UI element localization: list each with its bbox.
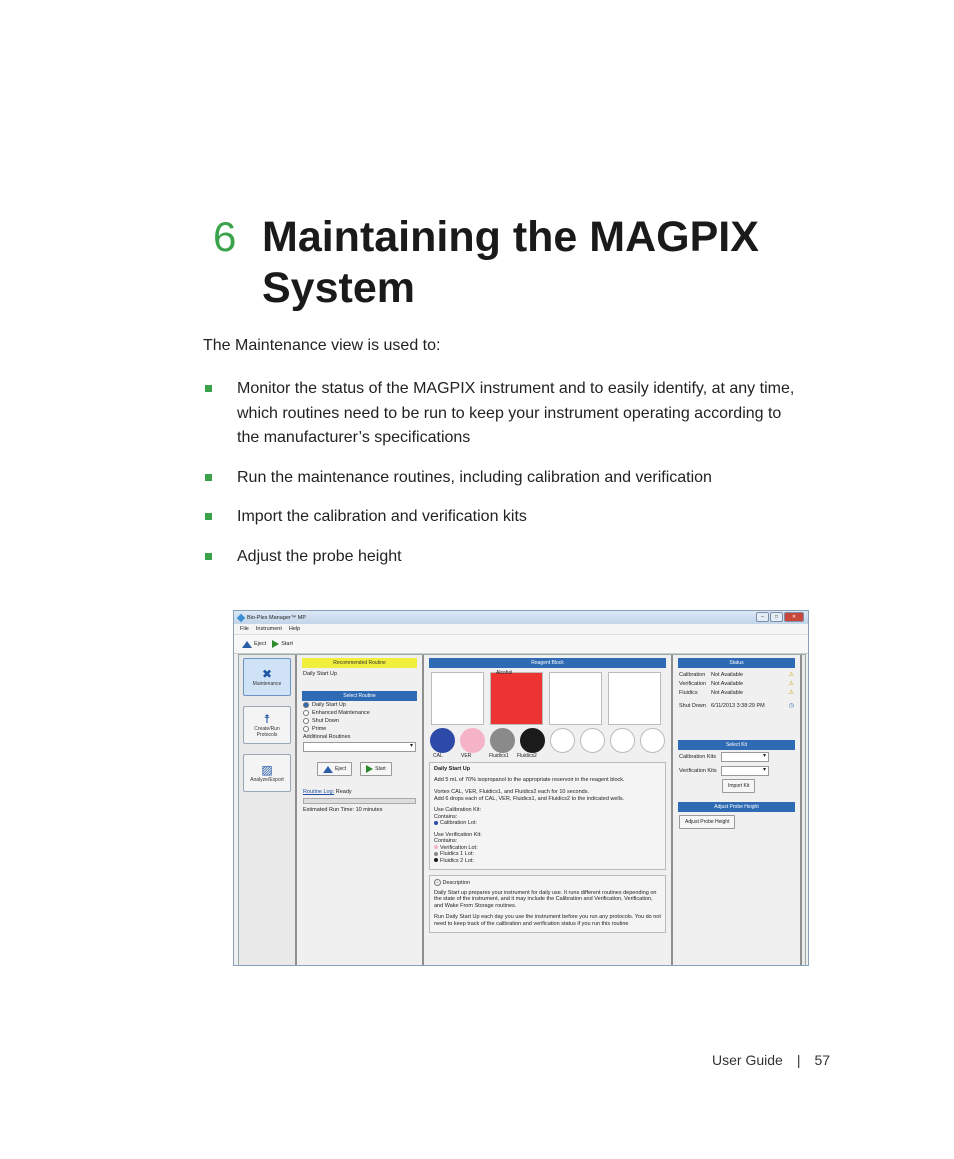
empty-well bbox=[610, 728, 635, 753]
toolbar bbox=[234, 635, 808, 654]
page-number: 57 bbox=[814, 1052, 831, 1068]
chapter-title: Maintaining the MAGPIX System bbox=[262, 213, 759, 312]
additional-routines-label: Additional Routines bbox=[303, 734, 351, 740]
runner-icon: ☨ bbox=[263, 712, 271, 726]
empty-well bbox=[550, 728, 575, 753]
recommended-header: Recommended Routine bbox=[302, 658, 417, 668]
menu-instrument[interactable]: Instrument bbox=[255, 626, 282, 632]
status-calibration: Calibration Not Available ⚠ bbox=[679, 672, 794, 678]
instructions-box: Daily Start Up Add 5 mL of 70% isopropanol to the appropriate reservoir in the reagent block. Vortex CAL, VER, Fluidics1, and Fluidics2 each for 10 seconds. Add 6 drops each of CAL, VER, Fluidics1, and Fluidics2 to the indicated wells. Use Calibration Kit: Contains: Calibration Lot: Use Verification Kit: Contains: Verification Lot: Fluidics 1 Lot: Fluidics 2 Lot: bbox=[429, 762, 666, 870]
calibration-kit-row: Calibration Kits ▾ bbox=[673, 750, 800, 764]
status-fluidics: Fluidics Not Available ⚠ bbox=[679, 690, 794, 696]
est-run-time-value: 10 minutes bbox=[355, 807, 383, 813]
alcohol-reservoir bbox=[490, 672, 543, 725]
status-panel bbox=[671, 655, 802, 966]
page-footer bbox=[712, 1052, 830, 1068]
info-clock-icon: ◷ bbox=[788, 703, 794, 709]
fluidics1-dot-icon bbox=[434, 852, 438, 856]
bullet-square-icon bbox=[205, 385, 212, 392]
wrench-icon: ✖ bbox=[261, 667, 273, 681]
additional-routines-select[interactable] bbox=[303, 742, 416, 752]
play-icon bbox=[272, 640, 279, 648]
reservoir-well bbox=[431, 672, 484, 725]
bullet-item: Import the calibration and verification kits bbox=[203, 505, 803, 530]
bullet-square-icon bbox=[205, 513, 212, 520]
reservoir-row bbox=[424, 668, 671, 725]
routine-panel bbox=[295, 655, 424, 966]
warning-icon: ⚠ bbox=[788, 690, 794, 696]
bullet-square-icon bbox=[205, 553, 212, 560]
play-icon bbox=[366, 765, 373, 773]
reservoir-well bbox=[549, 672, 602, 725]
description-box: ^ Description Daily Start up prepares your instrument for daily use. It runs different routines depending on the state of the instrument, and it may include the Calibration and Verification, Verification, and Wake From Storage routines. Run Daily Start Up each day you use the instrument before you run any protocols. You do not need to keep track of the calibration and verification status if you run this routine bbox=[429, 875, 666, 933]
verification-kit-select[interactable] bbox=[721, 766, 769, 776]
radio-prime[interactable]: Prime bbox=[297, 725, 422, 733]
menu-help[interactable]: Help bbox=[288, 626, 301, 632]
warning-icon: ⚠ bbox=[788, 672, 794, 678]
radio-daily-start-up[interactable]: Daily Start Up bbox=[297, 701, 422, 709]
panel-eject-button[interactable]: Eject bbox=[317, 762, 352, 776]
fluidics2-dot-icon bbox=[434, 858, 438, 862]
bullet-square-icon bbox=[205, 474, 212, 481]
verification-kit-row: Verification Kits ▾ bbox=[673, 764, 800, 778]
reagent-header: Reagent Block bbox=[429, 658, 666, 668]
footer-label: User Guide bbox=[712, 1052, 783, 1068]
select-kit-header: Select Kit bbox=[678, 740, 795, 750]
nav-column bbox=[243, 658, 291, 966]
close-icon[interactable]: ✕ bbox=[784, 612, 804, 622]
maintenance-screenshot bbox=[233, 610, 809, 966]
bullet-item: Adjust the probe height bbox=[203, 545, 803, 570]
menu-bar bbox=[234, 624, 808, 635]
menu-file[interactable]: File bbox=[240, 626, 249, 632]
radio-icon bbox=[303, 718, 309, 724]
radio-icon bbox=[303, 710, 309, 716]
cal-well bbox=[430, 728, 455, 753]
probe-height-header: Adjust Probe Height bbox=[678, 802, 795, 812]
chart-icon: ▨ bbox=[261, 763, 273, 777]
warning-icon: ⚠ bbox=[788, 681, 794, 687]
nav-create-run[interactable]: ☨ Create/Run Protocols bbox=[243, 706, 291, 744]
footer-separator: | bbox=[796, 1052, 801, 1068]
eject-icon bbox=[242, 641, 252, 648]
reservoir-well bbox=[608, 672, 661, 725]
ver-dot-icon bbox=[434, 845, 438, 849]
chapter-number: 6 bbox=[213, 213, 237, 260]
app-logo-icon bbox=[237, 613, 245, 621]
well-labels: CAL VER Fluidics1 Fluidics2 bbox=[433, 753, 537, 759]
intro-text: The Maintenance view is used to: bbox=[203, 337, 441, 354]
adjust-probe-height-button[interactable]: Adjust Probe Height bbox=[679, 815, 735, 829]
fluidics2-well bbox=[520, 728, 545, 753]
minimize-icon[interactable]: – bbox=[756, 612, 769, 622]
window-titlebar bbox=[234, 611, 808, 624]
bullet-item: Monitor the status of the MAGPIX instrument and to easily identify, at any time, which routines need to be run to keep your instrument operating according to the manufacturer’s specifications bbox=[203, 377, 803, 451]
empty-well bbox=[640, 728, 665, 753]
radio-icon bbox=[303, 726, 309, 732]
eject-icon bbox=[323, 766, 333, 773]
alcohol-label: Alcohol bbox=[496, 670, 513, 676]
main-frame bbox=[238, 654, 806, 966]
nav-analyze-export[interactable]: ▨ Analyze/Export bbox=[243, 754, 291, 792]
status-verification: Verification Not Available ⚠ bbox=[679, 681, 794, 687]
toolbar-eject-button[interactable]: Eject bbox=[242, 641, 266, 648]
window-title: Bio-Plex Manager™ MP bbox=[247, 614, 306, 621]
est-run-time-label: Estimated Run Time: bbox=[303, 807, 355, 813]
window-controls bbox=[756, 612, 804, 622]
instructions-title: Daily Start Up bbox=[434, 766, 471, 772]
fluidics1-well bbox=[490, 728, 515, 753]
panel-start-button[interactable]: Start bbox=[360, 762, 392, 776]
maximize-icon[interactable]: □ bbox=[770, 612, 783, 622]
routine-status: Ready bbox=[335, 789, 352, 795]
recommended-value: Daily Start Up bbox=[303, 671, 337, 677]
empty-well bbox=[580, 728, 605, 753]
description-title: Description bbox=[442, 880, 471, 886]
reagent-panel bbox=[422, 655, 673, 966]
bullet-item: Run the maintenance routines, including calibration and verification bbox=[203, 466, 803, 491]
radio-enhanced-maintenance[interactable]: Enhanced Maintenance bbox=[297, 709, 422, 717]
collapse-icon[interactable]: ^ bbox=[434, 879, 441, 886]
status-header: Status bbox=[678, 658, 795, 668]
select-routine-header: Select Routine bbox=[302, 691, 417, 701]
import-kit-button[interactable]: Import Kit bbox=[722, 779, 755, 793]
bullet-list bbox=[203, 377, 803, 584]
radio-shut-down[interactable]: Shut Down bbox=[297, 717, 422, 725]
reagent-well-row bbox=[424, 725, 671, 753]
nav-maintenance[interactable]: ✖ Maintenance bbox=[243, 658, 291, 696]
status-shutdown: Shut Down 6/11/2013 3:38:29 PM ◷ bbox=[679, 703, 794, 709]
calibration-kit-select[interactable] bbox=[721, 752, 769, 762]
cal-dot-icon bbox=[434, 821, 438, 825]
radio-selected-icon bbox=[303, 702, 309, 708]
toolbar-start-button[interactable]: Start bbox=[272, 640, 293, 648]
routine-log-link[interactable]: Routine Log: bbox=[303, 789, 335, 795]
ver-well bbox=[460, 728, 485, 753]
